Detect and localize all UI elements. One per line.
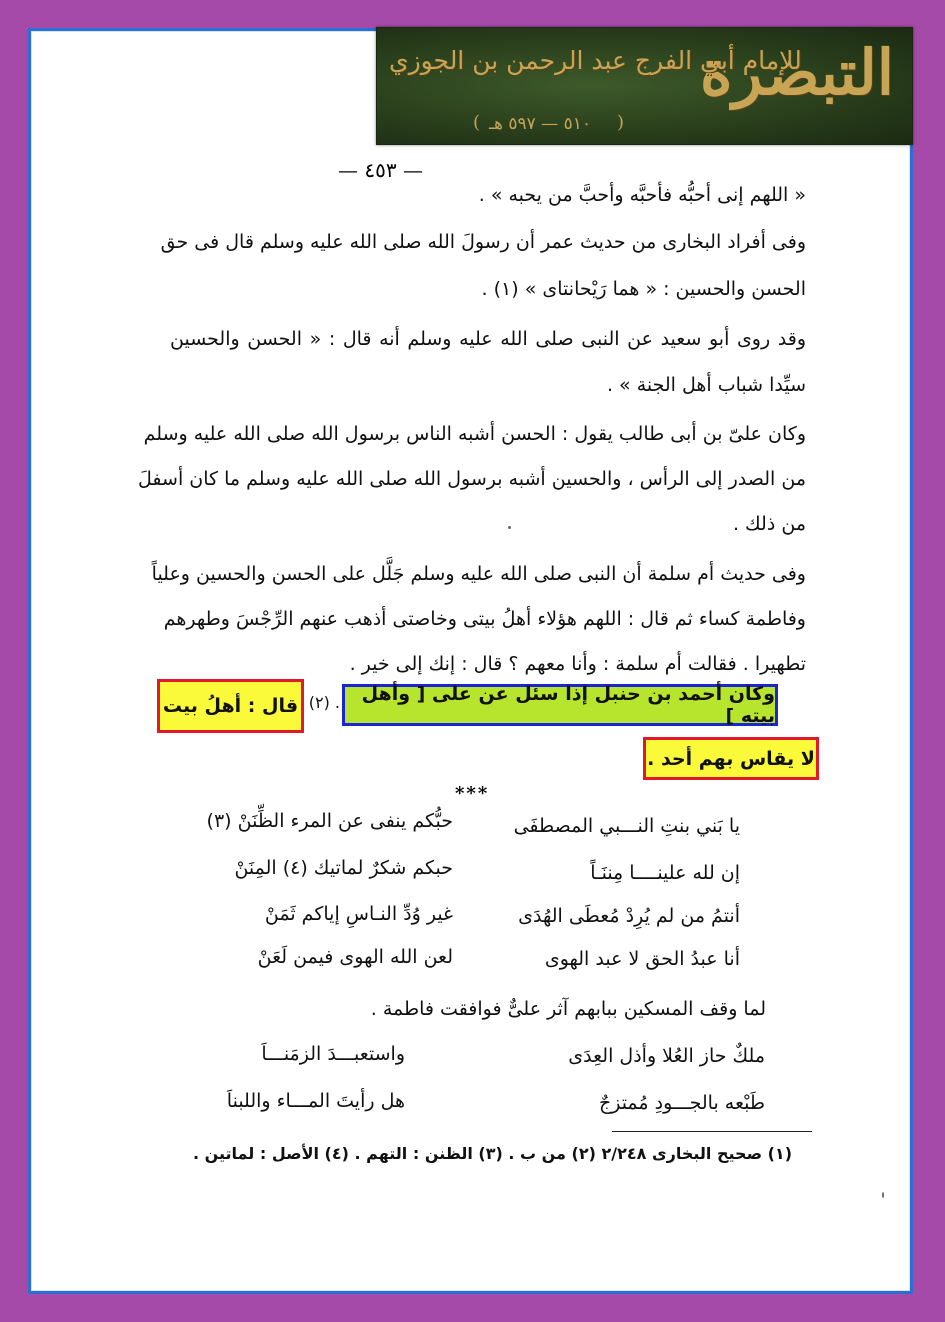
book-title: التبصرة: [700, 36, 894, 109]
text-line: وفاطمة كساء ثم قال : اللهم هؤلاء أهلُ بيتى وخاصتى أذهب عنهم الرِّجْسَ وطهرهم: [163, 608, 806, 630]
verse-hemistich-left: حبكم شكرٌ لماتيك (٤) المِنَنْ: [234, 857, 453, 879]
verse-hemistich-left: هل رأيتَ المـــاء واللبناَ: [226, 1090, 405, 1112]
verse-hemistich-right: طَبْعه بالجـــودِ مُمتزجٌ: [598, 1092, 765, 1114]
highlight-text-red-2: لا يقاس بهم أحد .: [647, 747, 815, 770]
verse-hemistich-right: يا بَني بنتِ النـــبي المصطفَى: [513, 815, 740, 837]
text-line: وفى حديث أم سلمة أن النبى صلى الله عليه وسلم جَلَّل على الحسن والحسين وعلياً: [151, 563, 806, 585]
text-line: لما وقف المسكين ببابهم آثر علىٌّ فوافقت فاطمة .: [370, 998, 766, 1020]
footnote-mark: (٢) .: [308, 693, 340, 712]
text-line: « اللهم إنى أحبُّه فأحبَّه وأحبَّ من يحبه » .: [478, 184, 806, 206]
highlight-box-red-2: [643, 737, 819, 780]
paren-right: ): [617, 112, 625, 133]
highlight-text-blue: وكان أحمد بن حنبل إذا سئل عن على [ وأهل بيته ]: [361, 683, 775, 727]
verse-hemistich-left: واستعبـــدَ الزمَنـــاَ: [261, 1043, 405, 1065]
highlight-box-blue: [342, 684, 778, 726]
verse-hemistich-right: أنا عبدُ الحق لا عبد الهوى: [544, 948, 740, 970]
text-line: وفى أفراد البخارى من حديث عمر أن رسولَ الله صلى الله عليه وسلم قال فى حق: [160, 231, 806, 253]
footnotes: (١) صحيح البخارى ٢/٢٤٨ (٢) من ب . (٣) الظنن : التهم . (٤) الأصل : لماتين .: [192, 1144, 792, 1163]
print-speck: [508, 526, 511, 529]
highlight-box-red-1: [157, 679, 304, 733]
text-line: من ذلك .: [732, 513, 806, 535]
book-dates: ٥١٠ — ٥٩٧ هـ: [489, 114, 591, 134]
text-line: الحسن والحسين : « هما رَيْحانتاى » (١) .: [481, 278, 806, 300]
verse-hemistich-left: لعن الله الهوى فيمن لَعَنْ: [257, 946, 453, 968]
verse-hemistich-left: غير وُدِّ النـاسِ إياكم ثَمَنْ: [264, 903, 453, 925]
text-line: تطهيرا . فقالت أم سلمة : وأنا معهم ؟ قال : إنك إلى خير .: [349, 653, 806, 675]
page-number: — ٤٥٣ —: [338, 158, 423, 182]
paren-left: (: [473, 112, 481, 133]
verse-hemistich-right: ملكٌ حاز العُلا وأذل العِدَى: [568, 1045, 765, 1067]
book-author: للإمام أبي الفرج عبد الرحمن بن الجوزي: [389, 46, 802, 75]
footnote-divider: [612, 1131, 812, 1132]
verse-hemistich-right: أنتمُ من لم يُرِدْ مُعطَى الهُدَى: [518, 905, 740, 927]
text-line: وقد روى أبو سعيد عن النبى صلى الله عليه وسلم أنه قال : « الحسن والحسين: [170, 328, 806, 350]
text-line: وكان علىّ بن أبى طالب يقول : الحسن أشبه الناس برسول الله صلى الله عليه وسلم: [143, 423, 806, 445]
section-separator: ***: [455, 783, 490, 804]
verse-hemistich-left: حبُّكم ينفى عن المرء الظِّنَنْ (٣): [206, 810, 453, 832]
text-line: سيِّدا شباب أهل الجنة » .: [606, 374, 806, 396]
highlight-text-red-1: قال : أهلُ بيت: [162, 695, 299, 717]
text-line: من الصدر إلى الرأس ، والحسين أشبه برسول الله صلى الله عليه وسلم ما كان أسفلَ: [138, 468, 806, 490]
book-title-banner: [376, 27, 913, 145]
print-speck: [882, 1192, 884, 1198]
verse-hemistich-right: إن لله علينــــا مِننَـاً: [590, 862, 740, 884]
